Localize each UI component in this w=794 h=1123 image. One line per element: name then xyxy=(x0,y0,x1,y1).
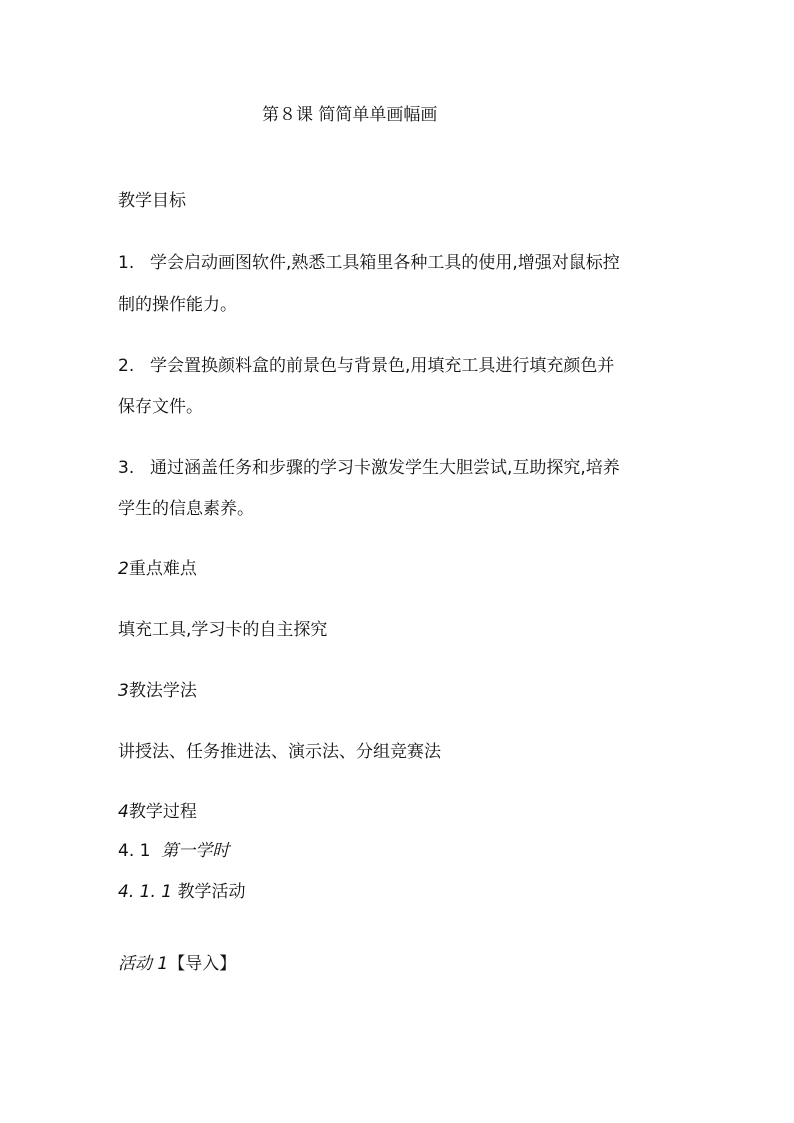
objective-item-1-text: 学会启动画图软件,熟悉工具箱里各种工具的使用,增强对鼠标控 xyxy=(150,253,620,273)
activity-title: 【导入】 xyxy=(168,954,237,974)
section-4-1-title: 第一学时 xyxy=(161,841,230,861)
objective-item-2-line-2: 保存文件。 xyxy=(118,397,203,417)
section-4-number: 4 xyxy=(118,802,129,822)
objective-item-1-line-2: 制的操作能力。 xyxy=(118,295,237,315)
activity-label: 活动 xyxy=(118,954,152,974)
activity-heading xyxy=(118,953,236,975)
objectives-heading: 教学目标 xyxy=(118,191,186,211)
section-3-heading xyxy=(118,680,197,702)
section-3-title: 教法学法 xyxy=(128,681,197,701)
section-4-heading xyxy=(118,801,197,823)
section-4-1-heading xyxy=(118,840,229,862)
objective-item-3-line-1 xyxy=(118,457,620,479)
objective-item-3-number: 3. xyxy=(118,458,135,478)
section-2-number: 2 xyxy=(118,559,129,579)
objective-item-1-number: 1. xyxy=(118,253,135,273)
document-title: 第８课 简简单单画幅画 xyxy=(262,105,438,125)
section-3-number: 3 xyxy=(118,681,129,701)
section-4-1-1-number: 4. 1. 1 xyxy=(118,882,173,902)
section-2-title: 重点难点 xyxy=(128,559,197,579)
objective-item-3-line-2: 学生的信息素养。 xyxy=(118,499,254,519)
section-4-title: 教学过程 xyxy=(128,802,197,822)
objective-item-2-number: 2. xyxy=(118,356,135,376)
activity-number: 1 xyxy=(157,954,169,974)
objective-item-3-text: 通过涵盖任务和步骤的学习卡激发学生大胆尝试,互助探究,培养 xyxy=(150,458,620,478)
section-2-heading xyxy=(118,558,197,580)
section-4-1-1-title: 教学活动 xyxy=(177,882,246,902)
objective-item-2-text: 学会置换颜料盒的前景色与背景色,用填充工具进行填充颜色并 xyxy=(150,356,615,376)
objective-item-2-line-1 xyxy=(118,355,614,377)
section-4-1-1-heading xyxy=(118,881,245,903)
section-3-body: 讲授法、任务推进法、演示法、分组竞赛法 xyxy=(118,742,441,762)
objective-item-1-line-1 xyxy=(118,252,620,274)
section-4-1-number: 4. 1 xyxy=(118,841,151,861)
section-2-body: 填充工具,学习卡的自主探究 xyxy=(118,620,328,640)
